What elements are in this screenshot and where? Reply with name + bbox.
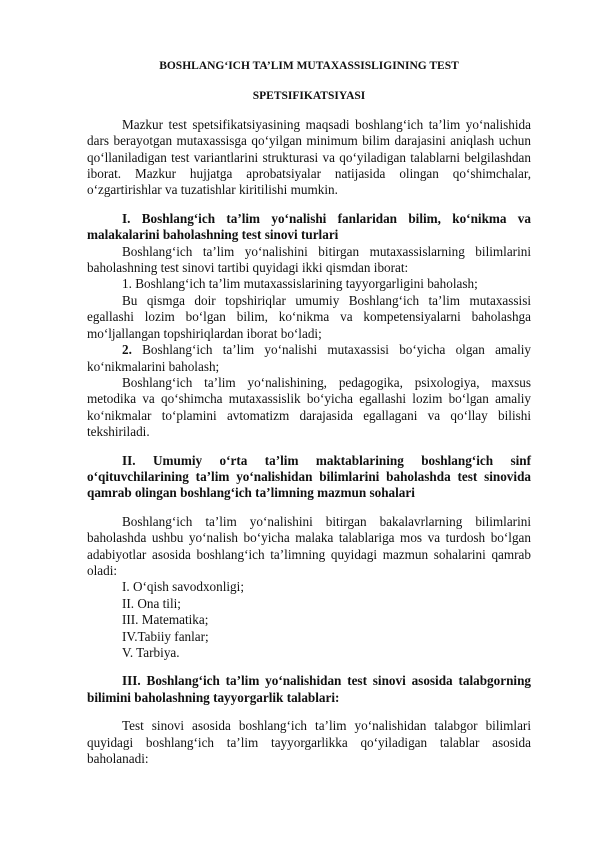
- section1-paragraph3: Bu qismga doir topshiriqlar umumiy Boshlang‘ich ta’lim mutaxassisi egallashi lozim bo‘lgan bilim, ko‘nikma va kompetensiyalarni baholashga mo‘ljallangan topshiriqlardan iborat bo‘ladi;: [87, 292, 531, 341]
- section1-item-number: 2.: [122, 342, 132, 358]
- section2-paragraph1: Boshlang‘ich ta’lim yo‘nalishini bitirgan bakalavrlarning bilimlarini baholashda ushbu yo‘nalish bo‘yicha malaka talablariga mos va turdosh bo‘lgan adabiyotlar asosida boshlang‘ich ta’limning quyidagi mazmun sohalarini qamrab oladi:: [87, 513, 531, 578]
- list-item: III. Matematika;: [122, 612, 209, 628]
- section3-heading: III. Boshlang‘ich ta’lim yo‘nalishidan test sinovi asosida talabgorning bilimini baholashning tayyorgarlik talablari:: [87, 673, 531, 705]
- section3-paragraph1: Test sinovi asosida boshlang‘ich ta’lim yo‘nalishidan talabgor bilimlari quyidagi boshlang‘ich ta’lim tayyorgarlikka qo‘yiladigan talablar asosida baholanadi:: [87, 718, 531, 767]
- section1-paragraph4: [87, 342, 531, 375]
- section1-heading: I. Boshlang‘ich ta’lim yo‘nalishi fanlaridan bilim, ko‘nikma va malakalarini baholashning test sinovi turlari: [87, 210, 531, 243]
- section1-paragraph4-text: Boshlang‘ich ta’lim yo‘nalishi mutaxassisi bo‘yicha olgan amaliy ko‘nikmalarini baholash;: [87, 342, 531, 374]
- list-item: II. Ona tili;: [122, 595, 181, 611]
- intro-paragraph: Mazkur test spetsifikatsiyasining maqsadi boshlang‘ich ta’lim yo‘nalishida dars berayotgan mutaxassisga qo‘yilgan minimum bilim darajasini aniqlash uchun qo‘llaniladigan test variantlarini strukturasi va qo‘yiladigan talablarni belgilashdan iborat. Mazkur hujjatga aprobatsiyalar natijasida olingan qo‘shimchalar, o‘zgartirishlar va tuzatishlar kiritilishi mumkin.: [87, 116, 531, 198]
- section1-paragraph2: 1. Boshlang‘ich ta’lim mutaxassislarining tayyorgarligini baholash;: [122, 276, 478, 292]
- document-title-line1: BOSHLANG‘ICH TA’LIM MUTAXASSISLIGINING TEST: [159, 60, 459, 72]
- list-item: I. O‘qish savodxonligi;: [122, 579, 244, 595]
- section1-paragraph5: Boshlang‘ich ta’lim yo‘nalishining, pedagogika, psixologiya, maxsus metodika va qo‘shimcha mutaxassislik bo‘yicha egallashi lozim bo‘lgan amaliy ko‘nikmalar to‘plamini avtomatizm darajasida egallagani va qo‘llay bilishi tekshiriladi.: [87, 374, 531, 440]
- section1-paragraph1: Boshlang‘ich ta’lim yo‘nalishini bitirgan mutaxassislarning bilimlarini baholashning test sinovi tartibi quyidagi ikki qismdan iborat:: [87, 243, 531, 276]
- document-title-line2: SPETSIFIKATSIYASI: [252, 90, 366, 103]
- document-page: [87, 58, 531, 767]
- list-item: IV.Tabiiy fanlar;: [122, 628, 209, 644]
- section2-heading: II. Umumiy o‘rta ta’lim maktablarining boshlang‘ich sinf o‘qituvchilarining ta’lim yo‘nalishidan bilimlarini baholashda test sinovida qamrab olingan boshlang‘ich ta’limning mazmun sohalari: [87, 452, 531, 501]
- list-item: V. Tarbiya.: [122, 645, 180, 660]
- content-areas-list: [87, 579, 531, 661]
